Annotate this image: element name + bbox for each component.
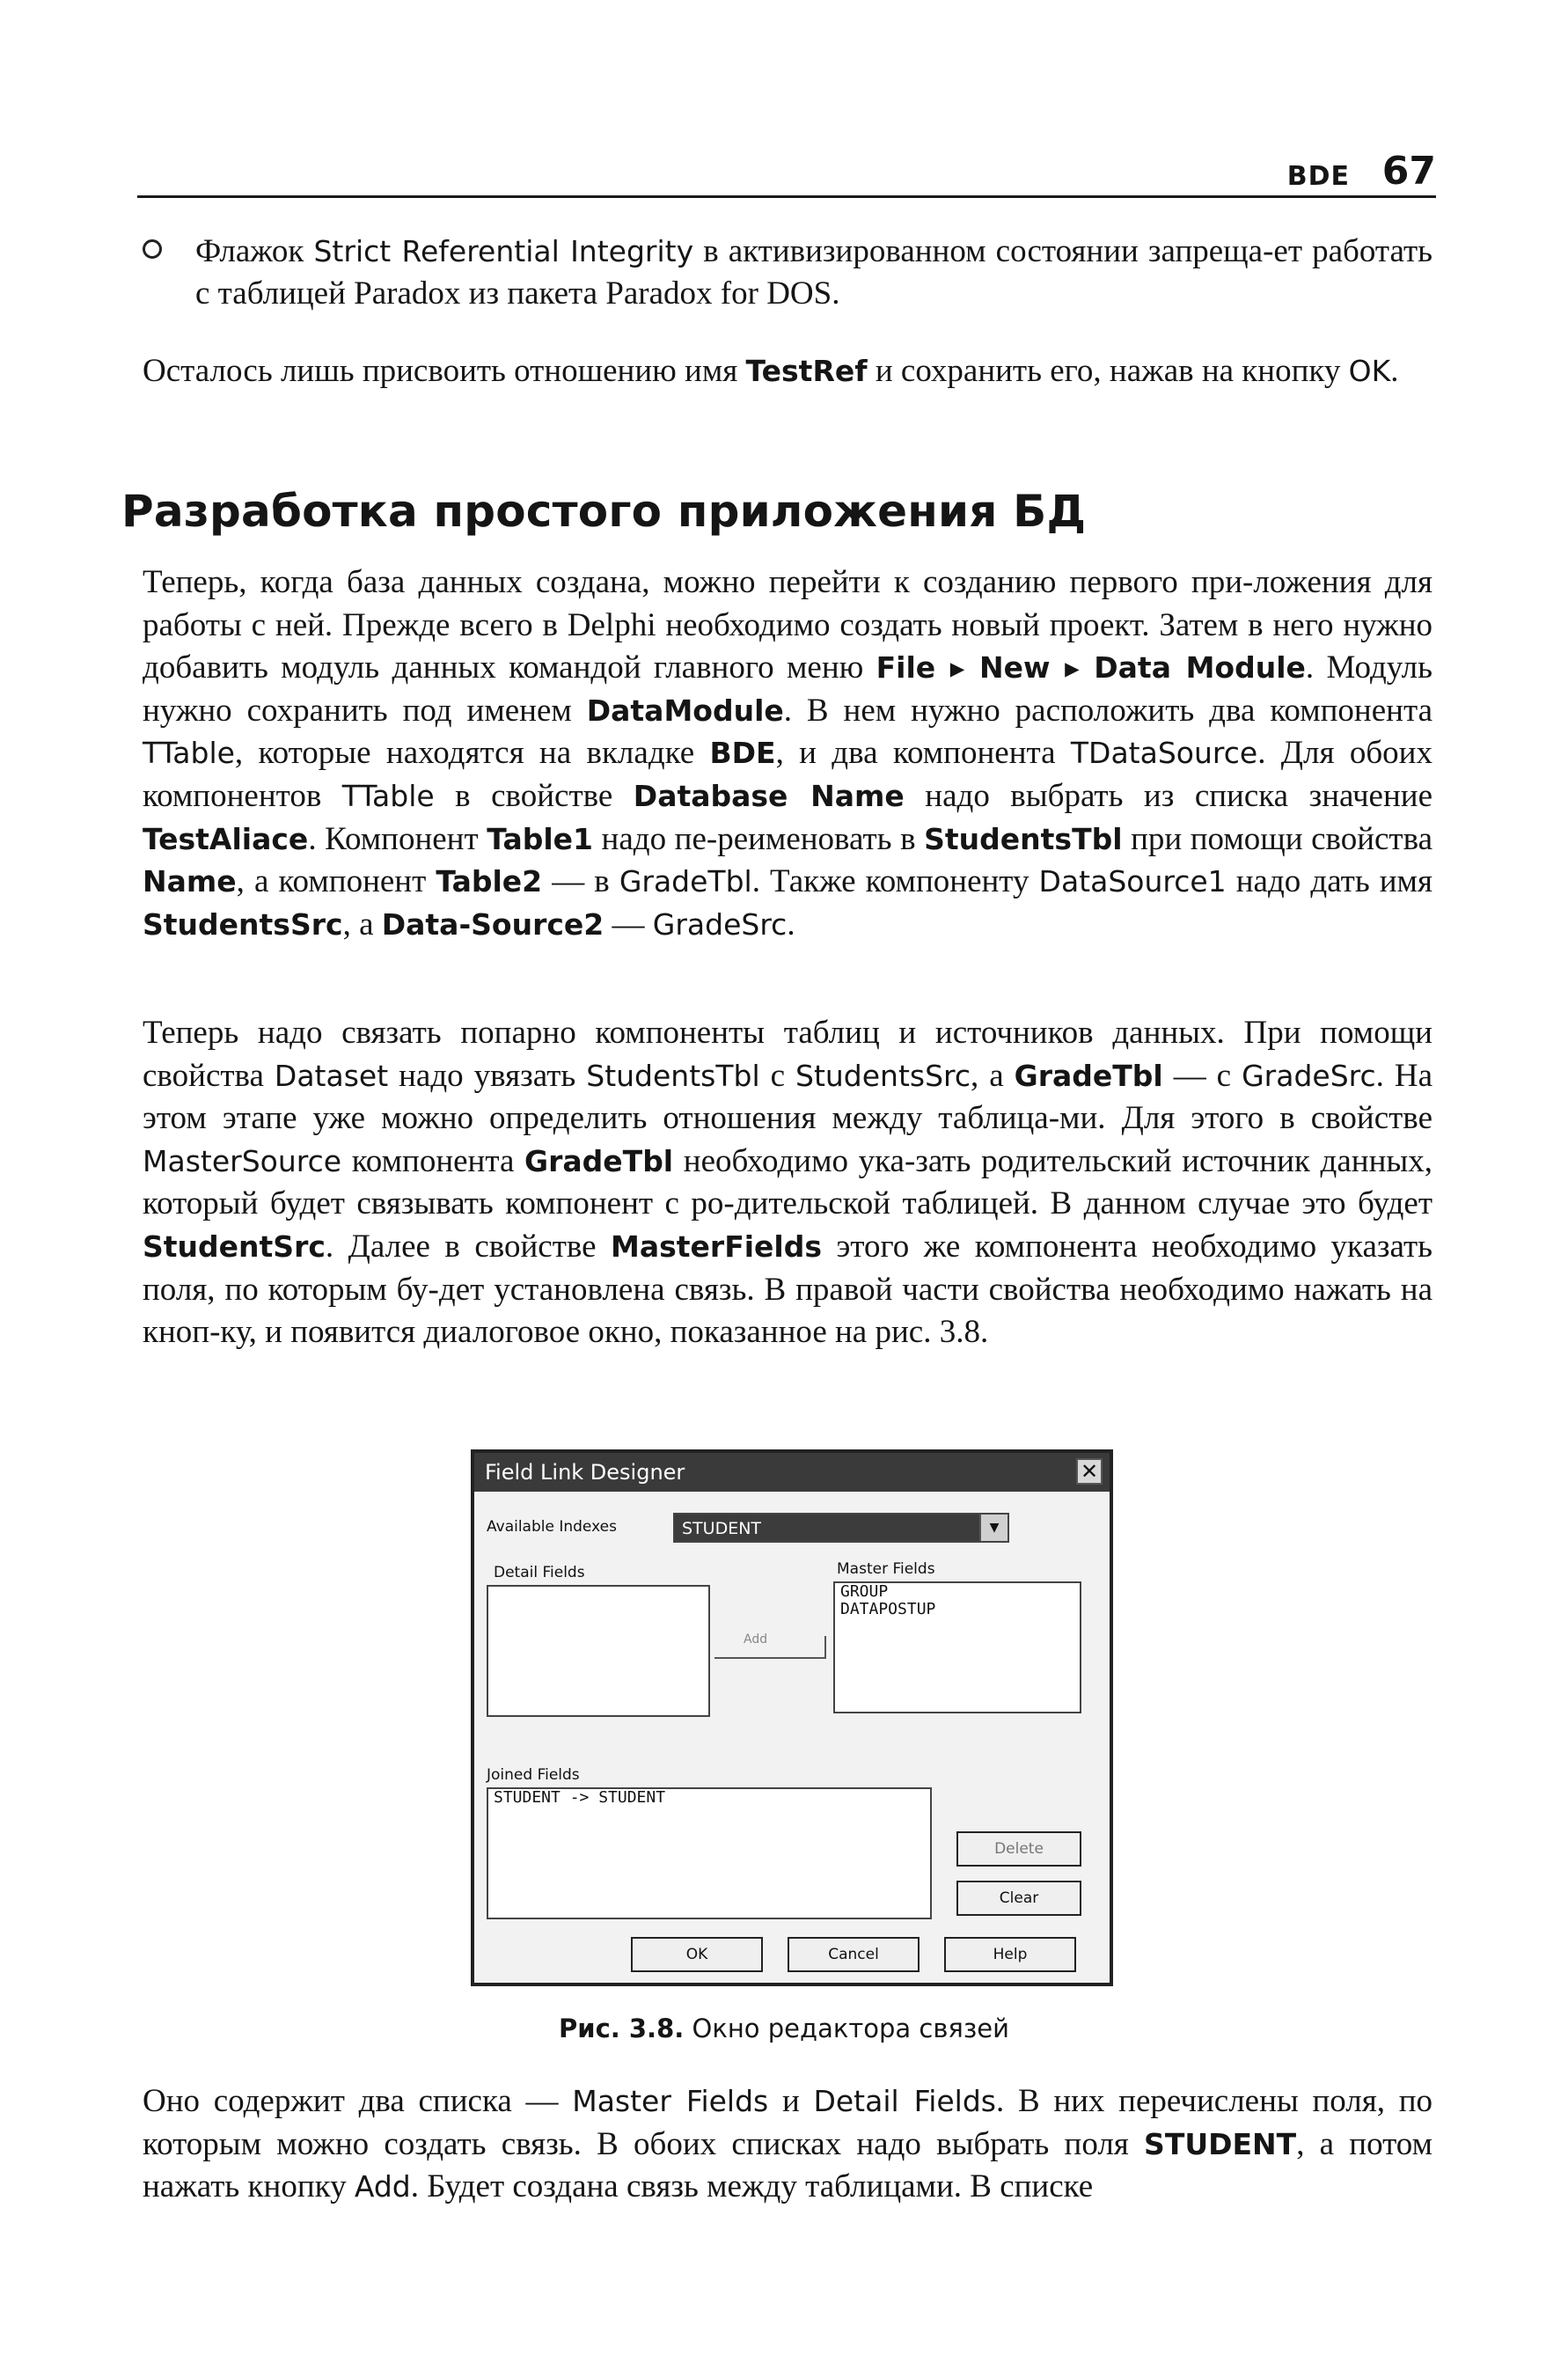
cancel-button[interactable]: Cancel	[788, 1937, 920, 1972]
paragraph-4: Оно содержит два списка — Master Fields и Detail Fields. В них перечислены поля, по которым можно создать связь. В обоих списках надо выбрать поля STUDENT, а потом нажать кнопку Add. Будет создана связь между таблицами. В списке	[143, 2083, 1433, 2205]
list-item[interactable]: GROUP	[840, 1582, 889, 1601]
running-header-section: BDE	[1286, 161, 1350, 192]
ok-button[interactable]: OK	[631, 1937, 763, 1972]
dialog-titlebar	[474, 1453, 1110, 1492]
running-header	[137, 141, 1436, 198]
add-connector-tick	[824, 1636, 826, 1659]
add-button[interactable]: Add	[744, 1632, 768, 1647]
list-item[interactable]: STUDENT -> STUDENT	[494, 1788, 666, 1807]
list-item[interactable]: DATAPOSTUP	[840, 1600, 936, 1618]
chevron-down-icon[interactable]: ▼	[979, 1515, 1007, 1541]
add-connector-line	[714, 1657, 824, 1659]
available-indexes-label: Available Indexes	[487, 1518, 617, 1536]
paragraph-3: Теперь надо связать попарно компоненты таблиц и источников данных. При помощи свойства Dataset надо увязать StudentsTbl с StudentsSrc, а GradeTbl — с GradeSrc. На этом этапе уже можно определить отношения между таблица-ми. Для этого в свойстве MasterSource компонента GradeTbl необходимо ука-зать родительский источник данных, который будет связывать компонент с ро-дительской таблицей. В данном случае это будет StudentSrc. Далее в свойстве MasterFields этого же компонента необходимо указать поля, по которым бу-дет установлена связь. В правой части свойства необходимо нажать на кноп-ку, и появится диалоговое окно, показанное на рис. 3.8.	[143, 1015, 1432, 1351]
bullet-text: Флажок Strict Referential Integrity в активизированном состоянии запреща-ет работать с таблицей Paradox из пакета Paradox for DOS.	[195, 233, 1432, 312]
detail-fields-list[interactable]	[487, 1585, 710, 1717]
available-indexes-select[interactable]	[673, 1513, 1009, 1543]
master-fields-list[interactable]	[833, 1581, 1081, 1713]
available-indexes-value: STUDENT	[682, 1519, 762, 1538]
figure-caption-text: Окно редактора связей	[684, 2014, 1009, 2043]
paragraph-2: Теперь, когда база данных создана, можно перейти к созданию первого при-ложения для работы с ней. Прежде всего в Delphi необходимо создать новый проект. Затем в него нужно добавить модуль данных командой главного меню File ▸ New ▸ Data Module. Модуль нужно сохранить под именем DataModule. В нем нужно расположить два компонента TTable, которые находятся на вкладке BDE, и два компонента TDataSource. Для обоих компонентов TTable в свойстве Database Name надо выбрать из списка значение TestAliace. Компонент Table1 надо пе-реименовать в StudentsTbl при помощи свойства Name, а компонент Table2 — в GradeTbl. Также компоненту DataSource1 надо дать имя StudentsSrc, а Data-Source2 — GradeSrc.	[143, 564, 1433, 943]
bullet-circle-icon	[143, 239, 162, 259]
joined-fields-label: Joined Fields	[487, 1766, 580, 1784]
paragraph-1: Осталось лишь присвоить отношению имя TestRef и сохранить его, нажав на кнопку OK.	[143, 353, 1399, 389]
section-heading: Разработка простого приложения БД	[121, 486, 1087, 537]
page-number: 67	[1381, 149, 1436, 194]
figure-caption-label: Рис. 3.8.	[559, 2014, 685, 2043]
field-link-designer-dialog	[471, 1449, 1113, 1986]
close-button[interactable]: ✕	[1076, 1458, 1103, 1485]
detail-fields-label: Detail Fields	[494, 1564, 585, 1581]
delete-button[interactable]: Delete	[956, 1831, 1081, 1867]
help-button[interactable]: Help	[944, 1937, 1076, 1972]
joined-fields-list[interactable]	[487, 1787, 932, 1919]
master-fields-label: Master Fields	[837, 1560, 935, 1578]
dialog-title: Field Link Designer	[485, 1460, 685, 1485]
clear-button[interactable]: Clear	[956, 1881, 1081, 1916]
figure-caption	[0, 2014, 1568, 2043]
